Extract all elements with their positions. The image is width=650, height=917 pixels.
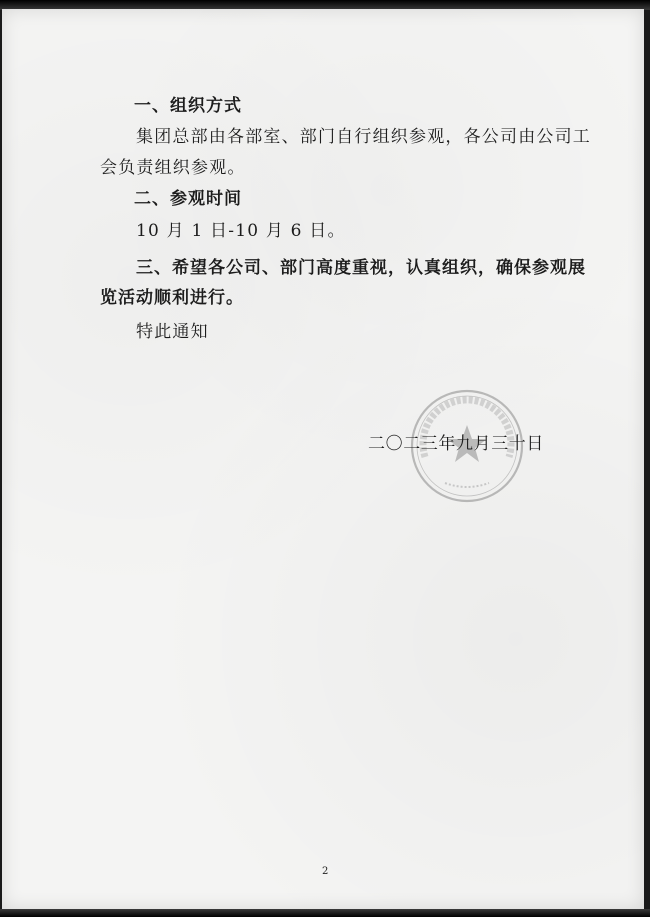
paragraph-visit-dates: 10 月 1 日-10 月 6 日。 — [136, 221, 346, 241]
paragraph-organization-line-2: 会负责组织参观。 — [100, 158, 246, 178]
document-page — [2, 9, 644, 909]
section-heading-expectation-line-2: 览活动顺利进行。 — [100, 288, 244, 308]
document-date: 二〇二三年九月三十日 — [368, 434, 544, 454]
paragraph-organization-line-1: 集团总部由各部室、部门自行组织参观，各公司由公司工 — [136, 127, 591, 147]
section-heading-time: 二、参观时间 — [134, 189, 242, 209]
closing-notice: 特此通知 — [136, 322, 209, 342]
section-heading-organization: 一、组织方式 — [134, 96, 242, 116]
section-heading-expectation-line-1: 三、希望各公司、部门高度重视，认真组织，确保参观展 — [136, 258, 586, 278]
page-number: 2 — [322, 866, 329, 877]
scan-edge-bottom — [0, 909, 650, 917]
